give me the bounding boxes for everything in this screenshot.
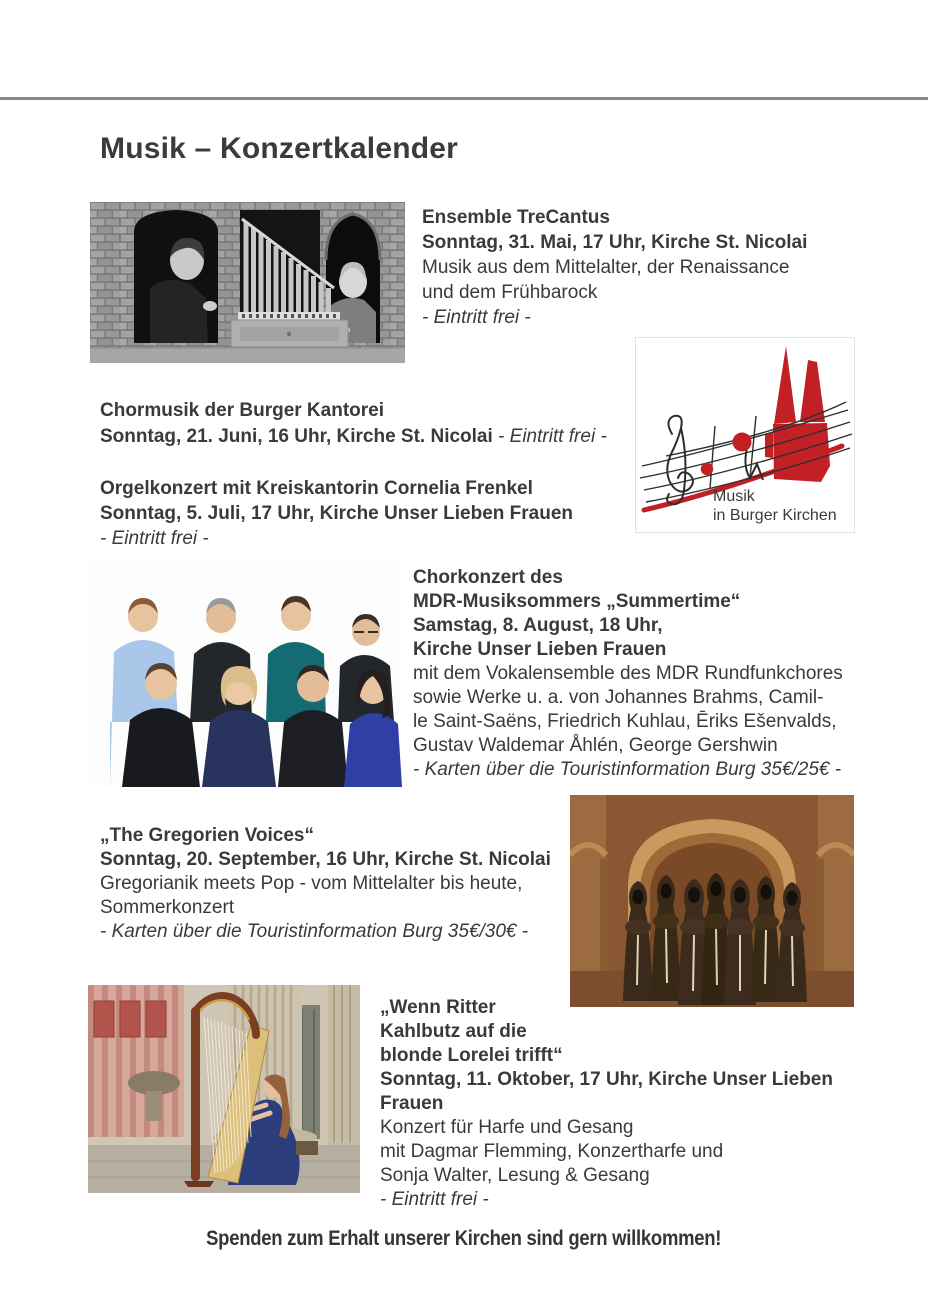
footer bbox=[0, 1227, 928, 1251]
event-description: mit Dagmar Flemming, Konzertharfe und bbox=[380, 1141, 724, 1162]
event-ticket-note: - Karten über die Touristinformation Burg 35€/30€ - bbox=[100, 921, 529, 942]
event-title: „The Gregorien Voices“ bbox=[100, 825, 314, 846]
event-title: blonde Lorelei trifft“ bbox=[380, 1045, 563, 1066]
logo-image bbox=[636, 338, 854, 532]
event-description: Sonja Walter, Lesung & Gesang bbox=[380, 1165, 650, 1186]
red-note-head bbox=[701, 463, 713, 475]
event-description: und dem Frühbarock bbox=[422, 282, 598, 303]
event-admission-note: - Eintritt frei - bbox=[492, 426, 607, 447]
page-title: Musik – Konzertkalender bbox=[100, 132, 459, 165]
event-description: mit dem Vokalensemble des MDR Rundfunkchores bbox=[413, 663, 843, 684]
event-title: Chorkonzert des bbox=[413, 567, 563, 588]
donation-note: Spenden zum Erhalt unserer Kirchen sind gern willkommen! bbox=[206, 1227, 722, 1250]
event-admission-note: - Eintritt frei - bbox=[422, 307, 531, 328]
event-title: Ensemble TreCantus bbox=[422, 207, 610, 228]
event-description: Konzert für Harfe und Gesang bbox=[380, 1117, 634, 1138]
trecantus-ensemble-photo bbox=[90, 202, 405, 363]
event-title: Orgelkonzert mit Kreiskantorin Cornelia Frenkel bbox=[100, 478, 533, 499]
church-icon bbox=[765, 346, 830, 482]
event-gregorien-voices bbox=[100, 824, 551, 944]
event-description: Sommerkonzert bbox=[100, 897, 235, 918]
event-description: sowie Werke u. a. von Johannes Brahms, Camil- bbox=[413, 687, 824, 708]
mdr-vocal-ensemble-photo bbox=[90, 562, 402, 787]
event-datetime: Sonntag, 20. September, 16 Uhr, Kirche St. Nicolai bbox=[100, 849, 551, 870]
event-title: Kahlbutz auf die bbox=[380, 1021, 527, 1042]
event-datetime: Frauen bbox=[380, 1093, 444, 1114]
event-orgelkonzert bbox=[100, 476, 573, 551]
event-description: Musik aus dem Mittelalter, der Renaissance bbox=[422, 257, 790, 278]
logo-caption-line2: in Burger Kirchen bbox=[713, 507, 837, 524]
event-datetime: Sonntag, 21. Juni, 16 Uhr, Kirche St. Nicolai bbox=[100, 426, 493, 447]
event-datetime: Sonntag, 11. Oktober, 17 Uhr, Kirche Unser Lieben bbox=[380, 1069, 833, 1090]
event-title: Chormusik der Burger Kantorei bbox=[100, 400, 384, 421]
logo-caption-line1: Musik bbox=[713, 488, 755, 505]
event-title: „Wenn Ritter bbox=[380, 997, 496, 1018]
event-ritter-kahlbutz bbox=[380, 996, 833, 1212]
event-datetime: Sonntag, 5. Juli, 17 Uhr, Kirche Unser Lieben Frauen bbox=[100, 503, 574, 524]
event-chormusik bbox=[100, 398, 607, 450]
musik-in-burger-kirchen-logo bbox=[635, 337, 855, 533]
event-title: MDR-Musiksommers „Summertime“ bbox=[413, 591, 741, 612]
event-description: le Saint-Saëns, Friedrich Kuhlau, Ēriks Ešenvalds, bbox=[413, 711, 837, 732]
red-note-head bbox=[733, 433, 752, 452]
event-ticket-note: - Karten über die Touristinformation Burg 35€/25€ - bbox=[413, 759, 842, 780]
event-description: Gregorianik meets Pop - vom Mittelalter bis heute, bbox=[100, 873, 523, 894]
event-datetime: Sonntag, 31. Mai, 17 Uhr, Kirche St. Nicolai bbox=[422, 232, 808, 253]
event-admission-note: - Eintritt frei - bbox=[380, 1189, 489, 1210]
event-datetime: Samstag, 8. August, 18 Uhr, bbox=[413, 615, 663, 636]
header-divider bbox=[0, 97, 928, 100]
event-datetime: Kirche Unser Lieben Frauen bbox=[413, 639, 667, 660]
event-description: Gustav Waldemar Åhlén, George Gershwin bbox=[413, 735, 778, 756]
event-admission-note: - Eintritt frei - bbox=[100, 528, 209, 549]
event-trecantus bbox=[422, 205, 807, 330]
gregorian-monks-photo bbox=[570, 795, 854, 1007]
event-mdr-musiksommer bbox=[413, 566, 843, 782]
harpist-photo bbox=[88, 985, 360, 1193]
